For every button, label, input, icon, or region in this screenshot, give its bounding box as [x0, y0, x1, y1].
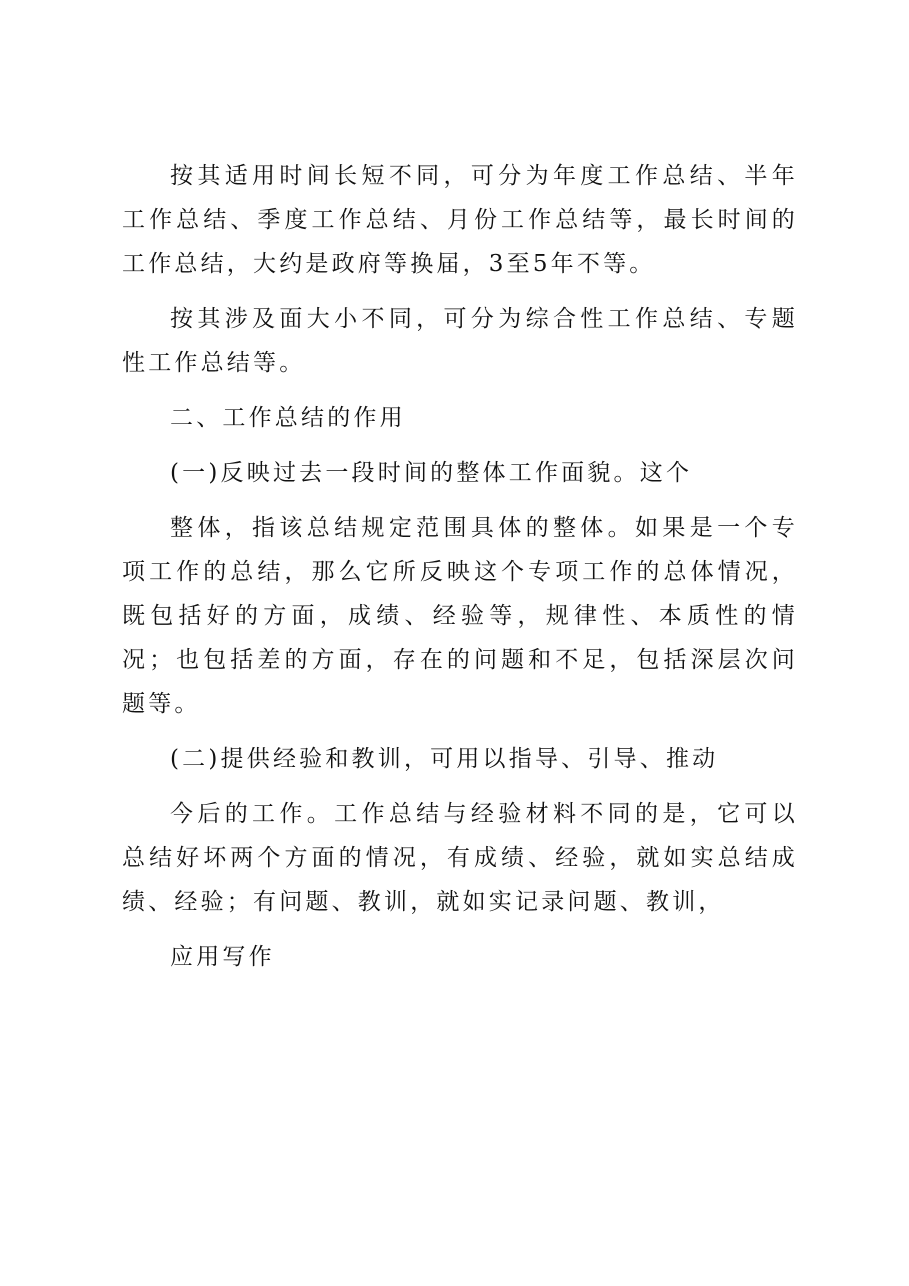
- paragraph-future-work: 今后的工作。工作总结与经验材料不同的是，它可以总结好坏两个方面的情况，有成绩、经验，就如实总结成绩、经验；有问题、教训，就如实记录问题、教训，: [122, 801, 798, 915]
- subheading-one: (一)反映过去一段时间的整体工作面貌。这个: [170, 460, 693, 486]
- section-heading-role: 二、工作总结的作用: [170, 405, 406, 431]
- subheading-two: (二)提供经验和教训，可用以指导、引导、推动: [170, 746, 719, 772]
- paragraph-scope-size: 按其涉及面大小不同，可分为综合性工作总结、专题性工作总结等。: [122, 306, 798, 376]
- paragraph-time-length: 按其适用时间长短不同，可分为年度工作总结、半年工作总结、季度工作总结、月份工作总结等，最长时间的工作总结，大约是政府等换届，3至5年不等。: [122, 163, 798, 277]
- document-body: [122, 154, 798, 990]
- paragraph-overall: 整体，指该总结规定范围具体的整体。如果是一个专项工作的总结，那么它所反映这个专项工作的总体情况，既包括好的方面，成绩、经验等，规律性、本质性的情况；也包括差的方面，存在的问题和不足，包括深层次问题等。: [122, 515, 798, 717]
- paragraph-applied-writing: 应用写作: [170, 944, 275, 970]
